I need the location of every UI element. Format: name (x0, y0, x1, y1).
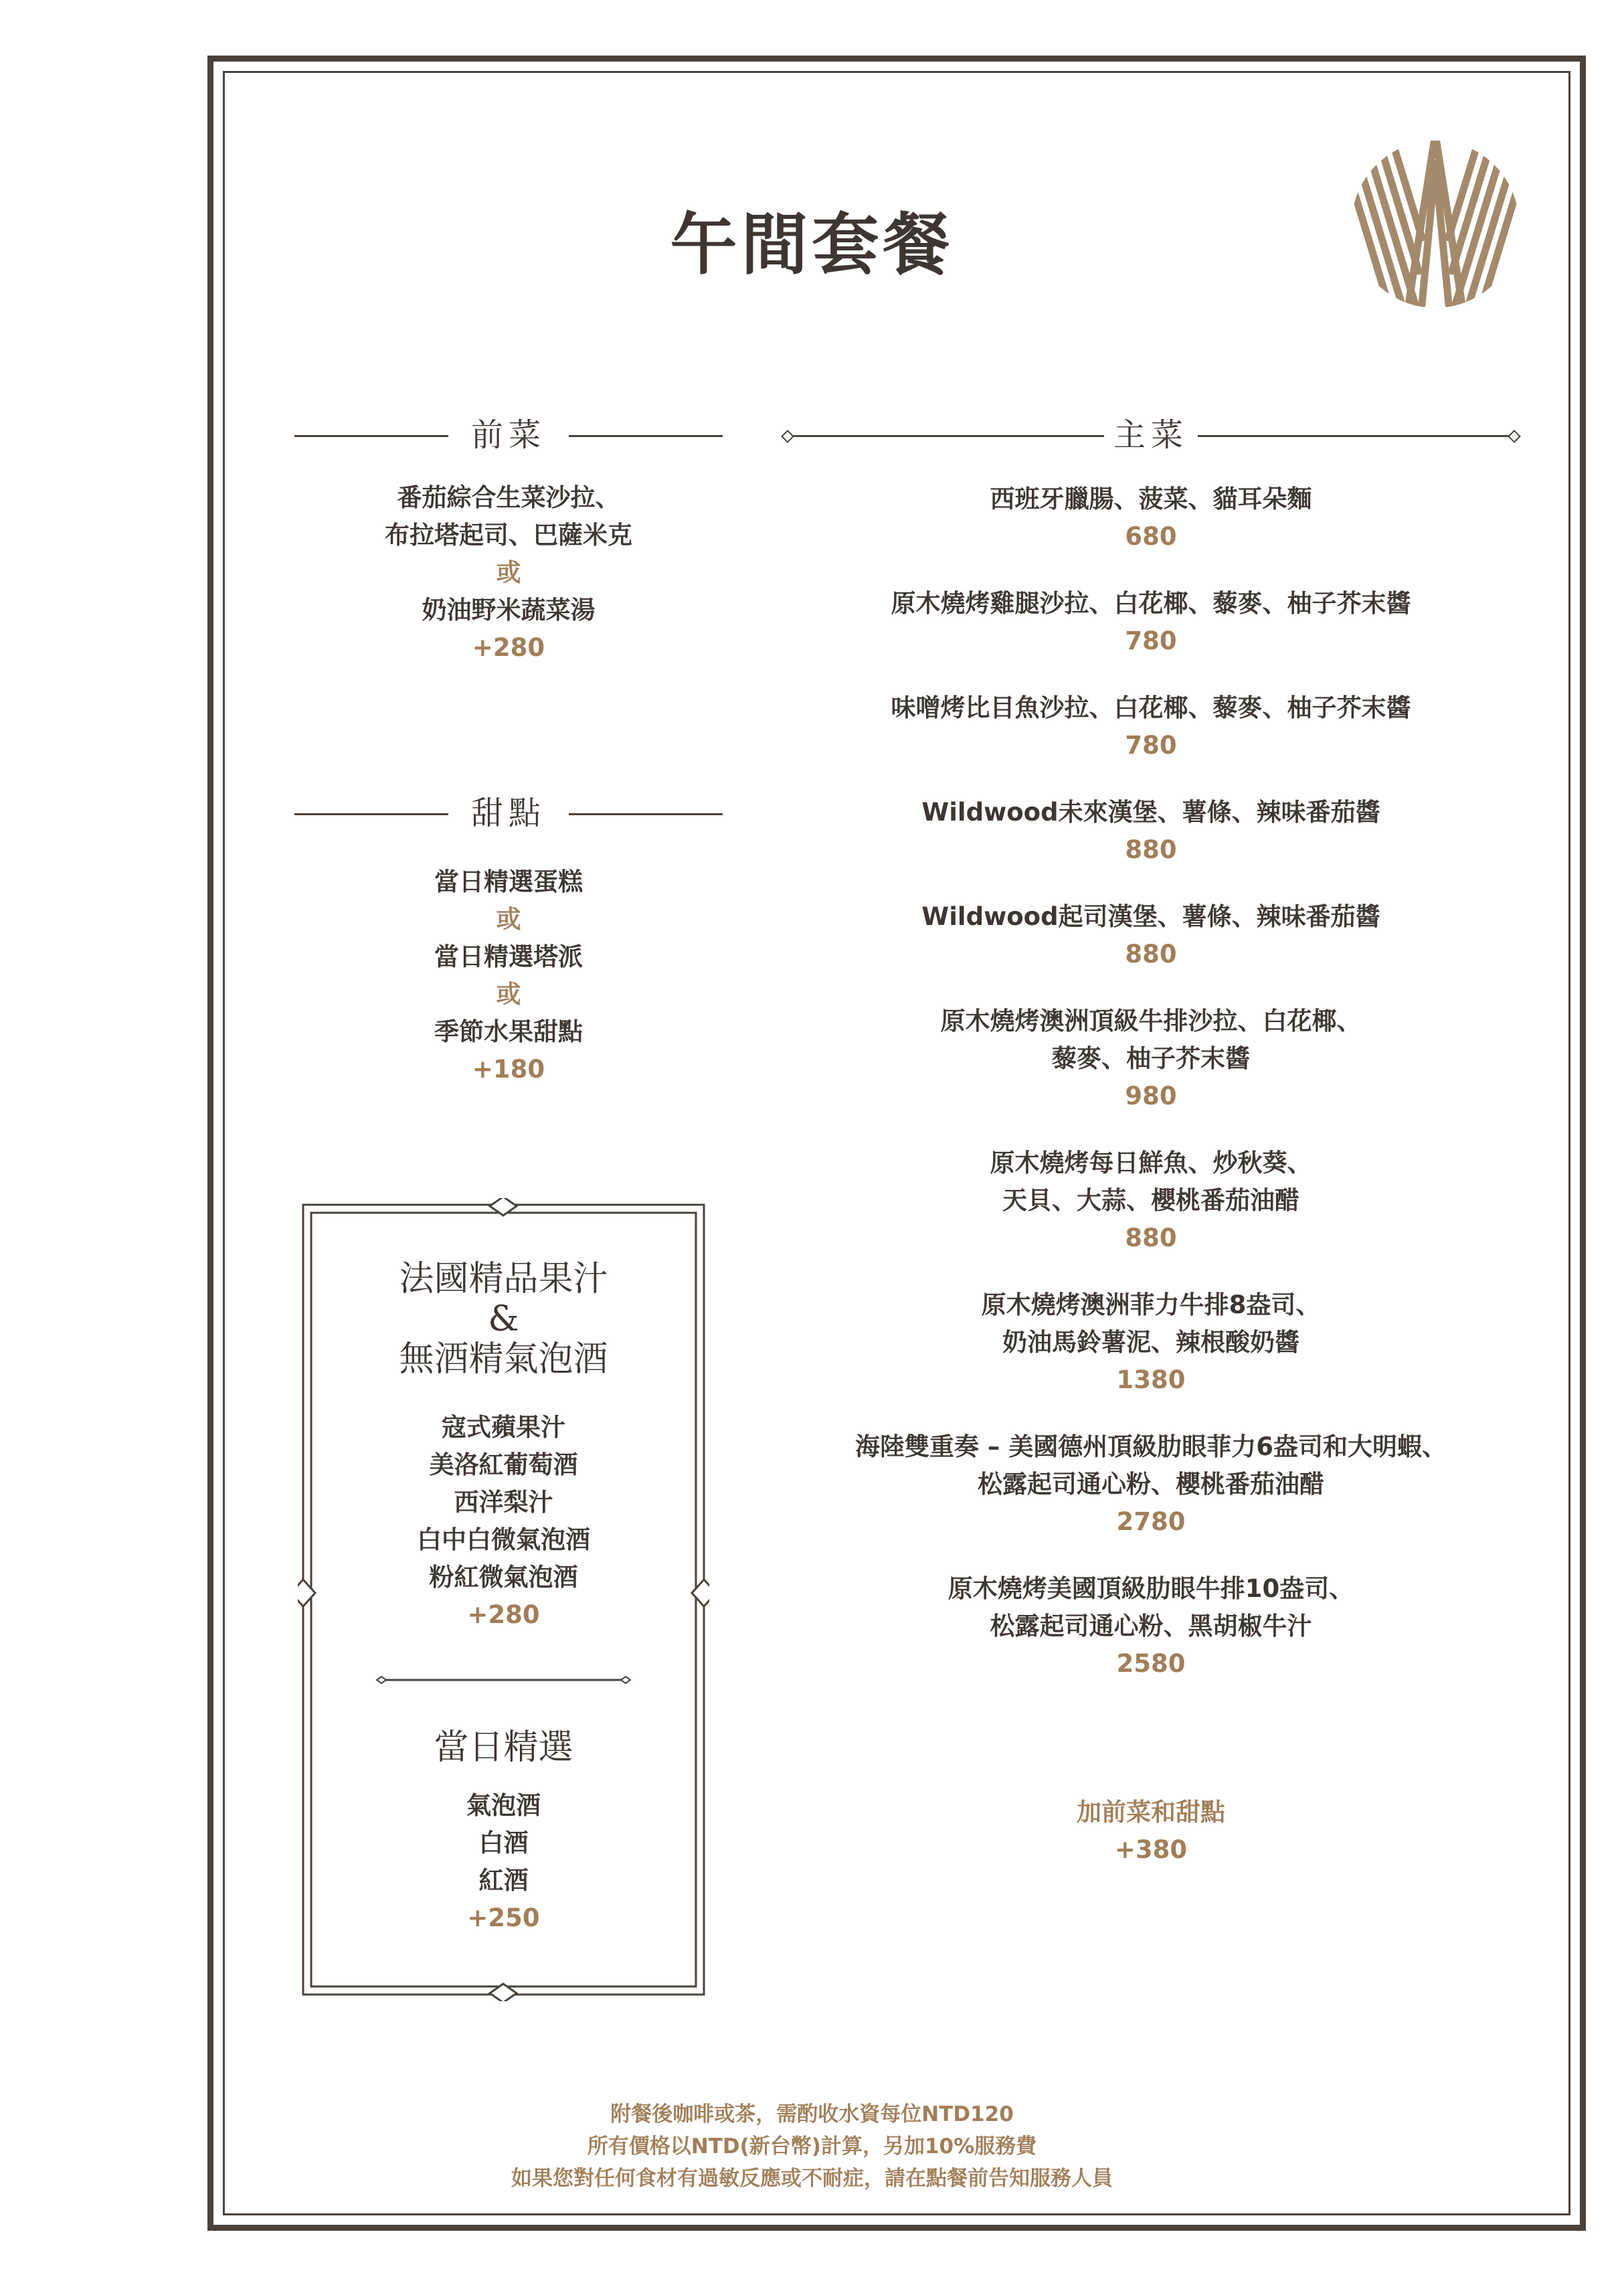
main-item-name: 原木燒烤美國頂級肋眼牛排10盎司、 (948, 1574, 1354, 1603)
main-item-price: 2580 (1116, 1649, 1186, 1678)
drinks-title-line2: 無酒精氣泡酒 (399, 1339, 608, 1379)
main-item-name: 天貝、大蒜、櫻桃番茄油醋 (1002, 1186, 1299, 1215)
main-item-name: 原木燒烤每日鮮魚、炒秋葵、 (990, 1149, 1312, 1177)
main-item (783, 794, 1519, 869)
main-item-name: 原木燒烤雞腿沙拉、白花椰、藜麥、柚子芥末醬 (891, 589, 1411, 618)
addon-label: 加前菜和甜點 (1077, 1798, 1225, 1827)
main-item (783, 1428, 1519, 1541)
dessert-accent: +180 (472, 1055, 545, 1084)
dessert-list (294, 863, 723, 1088)
dessert-line: 季節水果甜點 (434, 1017, 583, 1046)
daily-price: +250 (467, 1903, 540, 1932)
juice-item: 美洛紅葡萄酒 (429, 1450, 578, 1479)
main-item-name: 海陸雙重奏 – 美國德州頂級肋眼菲力6盎司和大明蝦、 (854, 1432, 1447, 1461)
juice-item: 西洋梨汁 (454, 1488, 553, 1517)
daily-item: 氣泡酒 (466, 1791, 541, 1820)
appetizer-heading (294, 408, 723, 462)
page-title: 午間套餐 (670, 205, 954, 284)
footer-line: 所有價格以NTD(新台幣)計算，另加10%服務費 (587, 2134, 1037, 2159)
appetizer-list (294, 479, 723, 667)
main-item-price: 2780 (1116, 1507, 1186, 1536)
main-item-name: 原木燒烤澳洲菲力牛排8盎司、 (981, 1290, 1321, 1319)
dessert-accent: 或 (496, 905, 521, 934)
main-item-price: 1380 (1116, 1365, 1186, 1394)
main-item-name: 原木燒烤澳洲頂級牛排沙拉、白花椰、 (940, 1007, 1362, 1035)
main-list (783, 481, 1519, 1712)
main-item-name: 西班牙臘腸、菠菜、貓耳朵麵 (990, 485, 1312, 513)
dessert-line: 當日精選塔派 (434, 942, 583, 971)
main-item (783, 689, 1519, 764)
footer-line: 附餐後咖啡或茶，需酌收水資每位NTD120 (610, 2102, 1014, 2126)
daily-item: 紅酒 (478, 1866, 529, 1895)
main-item-name: 松露起司通心粉、櫻桃番茄油醋 (978, 1470, 1324, 1499)
main-item (783, 585, 1519, 660)
footer-notes (0, 2098, 1624, 2195)
main-item (783, 898, 1519, 973)
juice-item: 寇式蘋果汁 (442, 1413, 565, 1442)
main-item-name: Wildwood未來漢堡、薯條、辣味番茄醬 (921, 798, 1380, 827)
dessert-heading (294, 786, 723, 840)
daily-item: 白酒 (478, 1829, 529, 1857)
juice-price: +280 (467, 1600, 540, 1629)
footer-line: 如果您對任何食材有過敏反應或不耐症，請在點餐前告知服務人員 (511, 2167, 1113, 2191)
main-item-name: 松露起司通心粉、黑胡椒牛汁 (990, 1612, 1312, 1640)
drinks-box (298, 1198, 709, 2001)
main-item-price: 780 (1125, 731, 1177, 760)
addon-price: +380 (1114, 1835, 1188, 1864)
appetizer-line: 奶油野米蔬菜湯 (422, 596, 596, 624)
appetizer-line: 布拉塔起司、巴薩米克 (385, 521, 632, 549)
appetizer-heading-label: 前菜 (470, 416, 546, 454)
dessert-heading-label: 甜點 (470, 794, 546, 832)
juice-list (298, 1409, 709, 1634)
main-item-price: 880 (1125, 835, 1177, 864)
brand-logo (1348, 137, 1522, 311)
main-item-price: 780 (1125, 626, 1177, 655)
main-item (783, 1145, 1519, 1257)
appetizer-accent: 或 (496, 558, 521, 587)
addon (783, 1794, 1519, 1869)
main-item-price: 680 (1125, 522, 1177, 551)
main-item (783, 1003, 1519, 1115)
dessert-line: 當日精選蛋糕 (434, 867, 583, 896)
main-item-name: 味噌烤比目魚沙拉、白花椰、藜麥、柚子芥末醬 (891, 693, 1411, 722)
main-heading (783, 408, 1519, 462)
main-item-name: 奶油馬鈴薯泥、辣根酸奶醬 (1002, 1328, 1299, 1357)
appetizer-line: 番茄綜合生菜沙拉、 (397, 483, 620, 512)
main-item-price: 980 (1125, 1082, 1177, 1110)
main-item-price: 880 (1125, 940, 1177, 968)
juice-item: 粉紅微氣泡酒 (429, 1563, 578, 1592)
main-heading-label: 主菜 (1113, 416, 1188, 454)
drinks-title-line1: 法國精品果汁 (399, 1259, 608, 1299)
main-item-name: Wildwood起司漢堡、薯條、辣味番茄醬 (921, 902, 1380, 931)
daily-title: 當日精選 (434, 1727, 573, 1768)
juice-item: 白中白微氣泡酒 (417, 1525, 590, 1554)
dessert-accent: 或 (496, 980, 521, 1009)
appetizer-accent: +280 (472, 633, 545, 662)
main-item-price: 880 (1125, 1223, 1177, 1252)
main-item (783, 1286, 1519, 1399)
main-item-name: 藜麥、柚子芥末醬 (1052, 1044, 1250, 1073)
daily-list (298, 1787, 709, 1937)
main-item (783, 1570, 1519, 1683)
drinks-title-amp: & (488, 1299, 519, 1339)
main-item (783, 481, 1519, 556)
